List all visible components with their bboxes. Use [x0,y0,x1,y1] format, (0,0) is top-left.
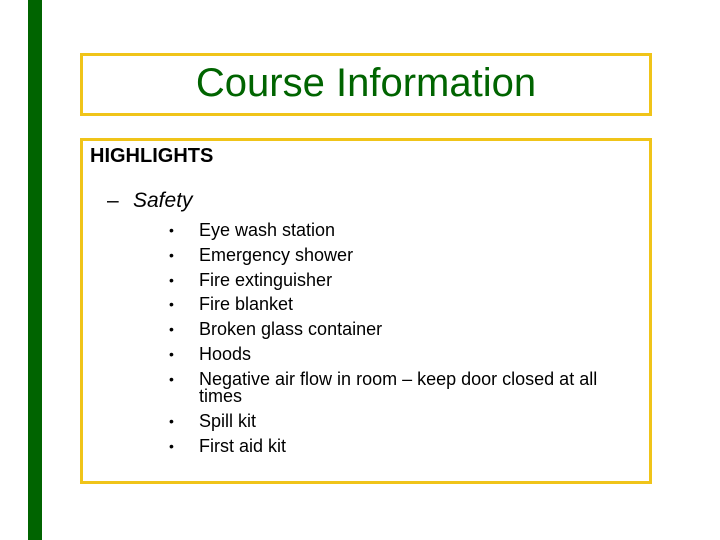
list-item [165,317,645,342]
list-item [165,368,645,406]
bullet-icon: • [169,345,174,362]
bullet-icon: • [169,321,174,338]
bullet-icon: • [169,222,174,238]
list-item-text: Fire blanket [199,294,294,315]
bullet-icon: • [169,412,174,429]
bullet-list [165,218,645,458]
list-item [165,434,645,459]
list-item-text: Fire extinguisher [199,269,333,290]
list-item-text: Negative air flow in room – keep door closed at all times [199,368,598,406]
list-item [165,243,645,268]
list-item [165,292,645,317]
bullet-icon: • [169,271,174,288]
dash-marker: – [107,189,119,212]
bullet-icon: • [169,437,174,454]
list-item [165,342,645,367]
list-item-text: Spill kit [199,410,257,431]
section-heading: HIGHLIGHTS [90,145,214,167]
list-item [165,409,645,434]
sub-item-label: Safety [133,189,193,212]
bullet-icon: • [169,370,174,387]
list-item-text: Emergency shower [199,244,354,265]
slide-title: Course Information [195,60,537,105]
sub-item-safety [107,189,193,213]
list-item-text: Hoods [199,343,252,364]
content-box [80,138,652,484]
list-item-text: First aid kit [199,435,287,456]
list-item [165,218,645,243]
bullet-icon: • [169,246,174,263]
list-item-text: Eye wash station [199,220,336,240]
bullet-icon: • [169,296,174,313]
left-accent-bar [28,0,42,540]
list-item-text: Broken glass container [199,319,383,340]
list-item [165,268,645,293]
title-box [80,53,652,116]
